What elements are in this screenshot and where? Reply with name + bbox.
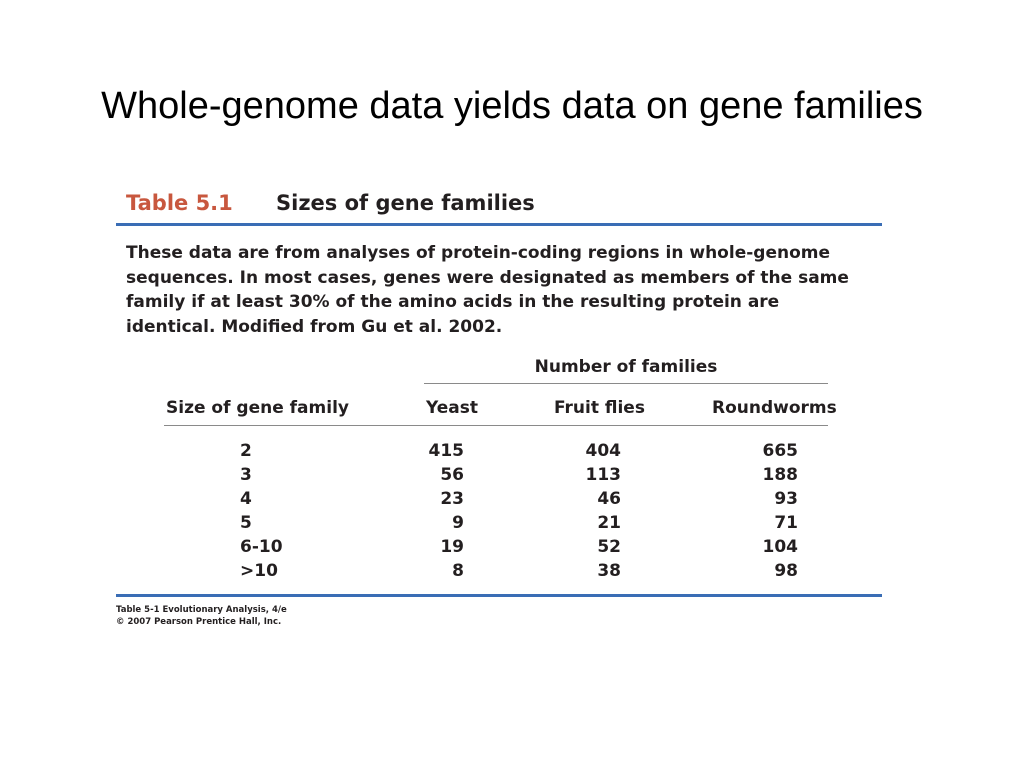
cell-roundworms: 93 [774,489,798,509]
table-figure [116,185,882,635]
table-row [116,463,882,487]
cell-fruit-flies: 52 [597,537,621,557]
cell-size: >10 [240,561,278,581]
credit-line: Table 5-1 Evolutionary Analysis, 4/e [116,605,287,615]
bottom-rule [116,594,882,597]
number-of-families-header: Number of families [534,357,718,377]
column-header-yeast: Yeast [426,398,478,418]
slide-title: Whole-genome data yields data on gene families [101,85,923,127]
cell-roundworms: 665 [762,441,798,461]
cell-size: 3 [240,465,252,485]
spanner-rule [424,383,828,384]
cell-size: 2 [240,441,252,461]
table-row [116,535,882,559]
cell-yeast: 56 [440,465,464,485]
cell-yeast: 9 [452,513,464,533]
table-title: Sizes of gene families [276,191,535,215]
column-header-roundworms: Roundworms [712,398,837,418]
cell-yeast: 23 [440,489,464,509]
cell-fruit-flies: 113 [585,465,621,485]
cell-size: 5 [240,513,252,533]
cell-size: 6-10 [240,537,283,557]
credit-line: © 2007 Pearson Prentice Hall, Inc. [116,617,282,627]
cell-roundworms: 104 [762,537,798,557]
description-line: family if at least 30% of the amino acids in the resulting protein are [126,292,780,312]
cell-roundworms: 98 [774,561,798,581]
description-line: These data are from analyses of protein-coding regions in whole-genome [126,243,830,263]
cell-roundworms: 71 [774,513,798,533]
column-header-size: Size of gene family [166,398,349,418]
table-number: Table 5.1 [126,191,233,215]
table-description [126,241,876,339]
top-rule [116,223,882,226]
cell-fruit-flies: 46 [597,489,621,509]
cell-fruit-flies: 404 [585,441,621,461]
cell-fruit-flies: 38 [597,561,621,581]
table-body [116,439,882,583]
cell-yeast: 19 [440,537,464,557]
table-row [116,511,882,535]
header-rule [164,425,828,426]
cell-yeast: 415 [428,441,464,461]
cell-yeast: 8 [452,561,464,581]
cell-fruit-flies: 21 [597,513,621,533]
cell-size: 4 [240,489,252,509]
description-line: sequences. In most cases, genes were designated as members of the same [126,267,849,288]
column-header-fruit-flies: Fruit flies [554,398,645,418]
table-row [116,559,882,583]
table-row [116,439,882,463]
table-row [116,487,882,511]
table-credit [116,604,287,628]
description-line: identical. Modified from Gu et al. 2002. [126,316,503,337]
cell-roundworms: 188 [762,465,798,485]
